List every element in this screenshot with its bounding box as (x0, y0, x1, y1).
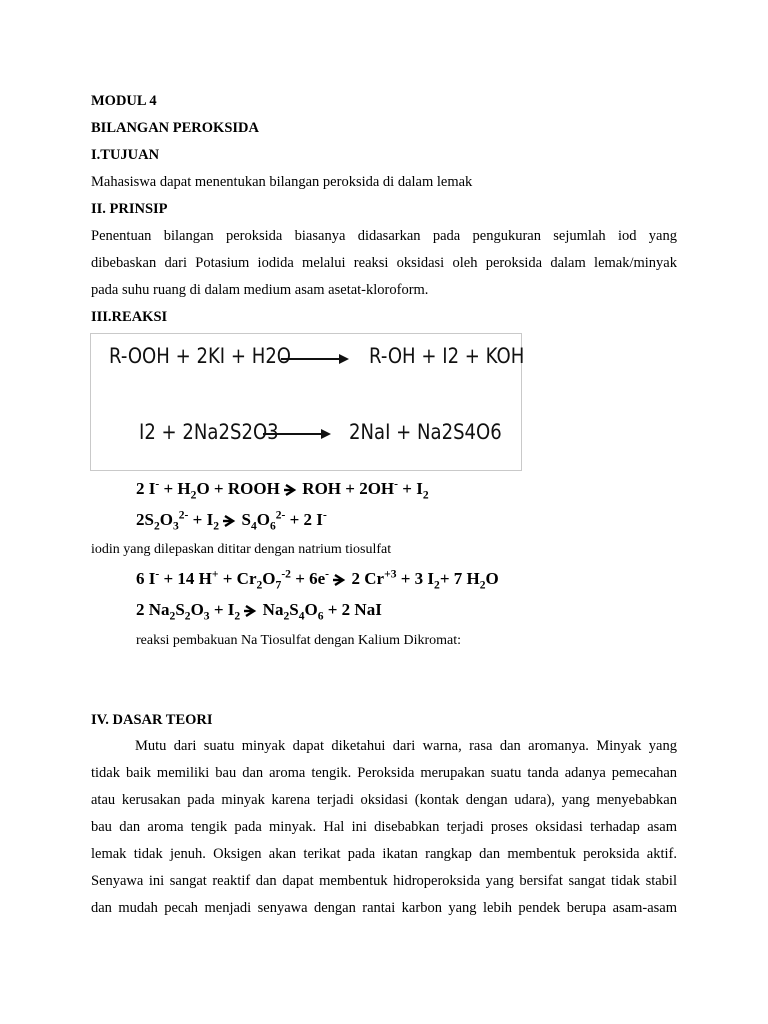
reaction-2-reactants: I2 + 2Na2S2O3 (139, 420, 279, 444)
prinsip-line-2: dibebaskan dari Potasium iodida melalui reaksi oksidasi oleh peroksida dalam lemak/minyak (91, 255, 677, 271)
reaction-image (90, 333, 525, 471)
tujuan-text: Mahasiswa dapat menentukan bilangan peroksida di dalam lemak (91, 174, 473, 190)
iodin-note: iodin yang dilepaskan dititar dengan natrium tiosulfat (91, 542, 392, 557)
dasar-teori-line-1: Mutu dari suatu minyak dapat diketahui dari warna, rasa dan aromanya. Minyak yang (135, 738, 677, 754)
dasar-teori-line-4: bau dan aroma tengik pada minyak. Hal ini disebabkan terjadi proses oksidasi terhadap asam (91, 819, 677, 835)
module-label: MODUL 4 (91, 93, 157, 109)
reaction-1-products: R-OH + I2 + KOH (369, 344, 525, 368)
dasar-teori-line-2: tidak baik memiliki bau dan aroma tengik. Peroksida merupakan suatu tanda adanya pemecahan (91, 765, 677, 781)
pembakuan-note: reaksi pembakuan Na Tiosulfat dengan Kalium Dikromat: (136, 633, 462, 648)
equation-peroxide-iodide: 2 $I^- + H_2O$ + ROOH ROH + $2OH^- + I_2$ (136, 477, 429, 502)
reaction-1-reactants: R-OOH + 2KI + H2O (109, 344, 292, 368)
dasar-teori-line-5: lemak tidak jenuh. Oksigen akan terikat pada ikatan rangkap dan membentuk peroksida aktif. (91, 846, 677, 862)
arrow-icon (244, 605, 258, 617)
arrow-icon (263, 427, 331, 441)
equation-titration: 2 $Na_2S_2O_3 + I_2$ $Na_2S_4O_6 + 2$ NaI (136, 600, 382, 623)
prinsip-line-3: pada suhu ruang di dalam medium asam asetat-kloroform. (91, 282, 429, 298)
dasar-teori-line-6: Senyawa ini sangat reaktif dan dapat membentuk hidroperoksida yang bersifat sangat tidak stabil (91, 873, 677, 889)
reaction-2-products: 2NaI + Na2S4O6 (349, 420, 502, 444)
arrow-icon (281, 352, 349, 366)
dasar-teori-line-7: dan mudah pecah menjadi senyawa dengan rantai karbon yang lebih pendek berupa asam-asam (91, 900, 677, 916)
equation-thiosulfate-iodine: $2S_2O_3^{2-} + I_2$ $S_4O_6^{2-} + 2$ I- (136, 508, 327, 533)
prinsip-line-1: Penentuan bilangan peroksida biasanya didasarkan pada pengukuran sejumlah iod yang (91, 228, 677, 244)
arrow-icon (333, 574, 347, 586)
page-title: BILANGAN PEROKSIDA (91, 120, 259, 136)
tujuan-heading: I.TUJUAN (91, 147, 160, 163)
reaksi-heading: III.REAKSI (91, 309, 168, 325)
dasar-teori-heading: IV. DASAR TEORI (91, 712, 213, 728)
arrow-icon (284, 484, 298, 496)
arrow-icon (223, 515, 237, 527)
prinsip-heading: II. PRINSIP (91, 201, 168, 217)
dasar-teori-line-3: atau kerusakan pada minyak karena terjadi oksidasi (kontak dengan udara), yang menyebabkan (91, 792, 677, 808)
equation-dichromate: 6 I- + 14 $H^+ + Cr_2O_7^{-2} + 6e^-$ 2 $Cr^{+3} + 3$ $I_2+ 7$ $H_2O$ (136, 567, 499, 592)
